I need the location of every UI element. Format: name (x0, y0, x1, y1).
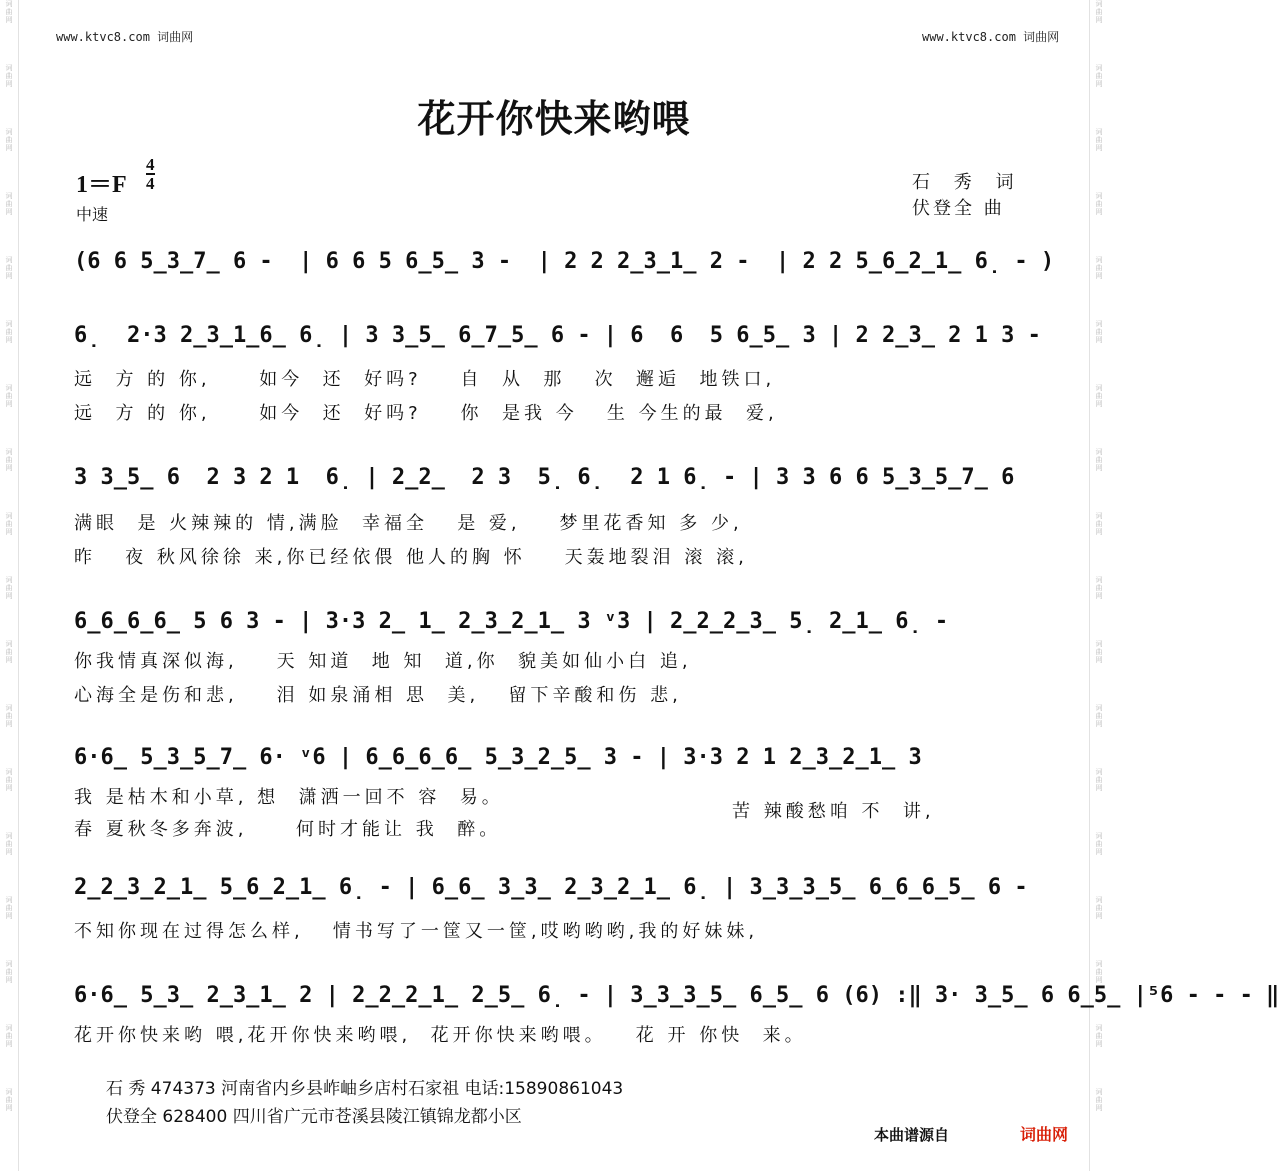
lyric-row-4b: 春 夏秋冬多奔波, 何时才能让 我 醉。 (74, 819, 502, 840)
watermark-glyph: 网 (1095, 656, 1103, 664)
watermark-gap (1094, 216, 1104, 256)
lyric-row-2a: 满眼 是 火辣辣的 情,满脸 幸福全 是 爱, 梦里花香知 多 少, (74, 513, 743, 534)
watermark-glyph: 曲 (5, 648, 13, 656)
watermark-glyph: 曲 (1095, 8, 1103, 16)
watermark-gap (4, 984, 14, 1024)
lyric-row-6: 花开你快来哟 喂,花开你快来哟喂, 花开你快来哟喂。 花 开 你快 来。 (74, 1025, 807, 1046)
watermark-glyph: 词 (1095, 512, 1103, 520)
watermark-glyph: 词 (5, 704, 13, 712)
watermark-glyph: 词 (5, 64, 13, 72)
notation-row-7 (74, 978, 1279, 1014)
watermark-glyph: 词 (5, 640, 13, 648)
watermark-glyph: 曲 (1095, 264, 1103, 272)
watermark-glyph: 曲 (5, 264, 13, 272)
watermark-glyph: 网 (1095, 208, 1103, 216)
watermark-gap (4, 856, 14, 896)
meter-bottom: 4 (146, 174, 155, 193)
lyricist-credit: 石 秀 词 (912, 172, 1023, 193)
watermark-glyph: 网 (5, 464, 13, 472)
watermark-gap (4, 216, 14, 256)
watermark-gap (1094, 152, 1104, 192)
watermark-glyph: 网 (1095, 16, 1103, 24)
notation-text: (6 6 5̲3̲7̲ 6 - | 6 6 5 6̲5̲ 3 - | 2 2 2̲3̲1̲ 2 - | 2 2 5̲6̲2̲1̲ 6̣ - ) (74, 249, 1055, 274)
watermark-glyph: 曲 (1095, 1032, 1103, 1040)
key-signature: 1＝F (76, 172, 127, 198)
watermark-glyph: 词 (5, 1024, 13, 1032)
notation-text: 6̣ 2·3 2̲3̲1̲6̲ 6̣ | 3 3̲5̲ 6̲7̲5̲ 6 - | 6 6 5 6̲5̲ 3 | 2 2̲3̲ 2 1 3 - (74, 323, 1041, 348)
watermark-glyph: 网 (5, 592, 13, 600)
watermark-gap (4, 920, 14, 960)
watermark-glyph: 网 (5, 720, 13, 728)
notation-text: 3 3̲5̲ 6 2 3 2 1 6̣ | 2̲2̲ 2 3 5̣ 6̣ 2 1 6̣ - | 3 3 6 6 5̲3̲5̲7̲ 6 (74, 465, 1015, 490)
source-note: 本曲谱源自 (874, 1126, 950, 1144)
watermark-glyph: 曲 (1095, 648, 1103, 656)
watermark-glyph: 曲 (5, 968, 13, 976)
watermark-glyph: 曲 (5, 712, 13, 720)
watermark-glyph: 词 (5, 384, 13, 392)
watermark-glyph: 网 (5, 912, 13, 920)
watermark-glyph: 词 (5, 960, 13, 968)
watermark-gap (1094, 280, 1104, 320)
footer-line-composer: 伏登全 628400 四川省广元市苍溪县陵江镇锦龙都小区 (106, 1107, 522, 1127)
watermark-glyph: 曲 (5, 776, 13, 784)
watermark-glyph: 网 (5, 144, 13, 152)
notation-row-5 (74, 740, 1034, 776)
lyric-row-4a: 我 是枯木和小草, 想 潇洒一回不 容 易。 (74, 787, 504, 808)
lyric-row-3b: 心海全是伤和悲, 泪 如泉涌相 思 美, 留下辛酸和伤 悲, (74, 685, 682, 706)
notation-text: 6·6̲ 5̲3̲5̲7̲ 6· ᵛ6 | 6̲6̲6̲6̲ 5̲3̲2̲5̲ 3 - | 3·3 2 1 2̲3̲2̲1̲ 3 (74, 745, 922, 770)
watermark-glyph: 曲 (1095, 456, 1103, 464)
notation-text: 2̲2̲3̲2̲1̲ 5̲6̲2̲1̲ 6̣ - | 6̲6̲ 3̲3̲ 2̲3̲2̲1̲ 6̣ | 3̲3̲3̲5̲ 6̲6̲6̲5̲ 6 - (74, 875, 1028, 900)
watermark-glyph: 网 (1095, 720, 1103, 728)
watermark-glyph: 词 (5, 448, 13, 456)
watermark-glyph: 网 (5, 272, 13, 280)
watermark-glyph: 曲 (5, 392, 13, 400)
watermark-glyph: 曲 (1095, 136, 1103, 144)
brand-logo[interactable]: 词曲网 (1020, 1125, 1069, 1144)
watermark-gap (1094, 792, 1104, 832)
watermark-glyph: 词 (1095, 128, 1103, 136)
watermark-glyph: 曲 (1095, 392, 1103, 400)
site-link-left[interactable]: www.ktvc8.com 词曲网 (56, 30, 194, 44)
song-title: 花开你快来哟喂 (417, 96, 691, 141)
lyric-row-1b: 远 方 的 你, 如今 还 好吗? 你 是我 今 生 今生的最 爱, (74, 403, 778, 424)
watermark-glyph: 词 (5, 0, 13, 8)
watermark-glyph: 网 (5, 16, 13, 24)
watermark-gap (1094, 920, 1104, 960)
watermark-gap (1094, 536, 1104, 576)
side-lyric: 苦 辣酸愁咱 不 讲, (732, 801, 935, 822)
watermark-glyph: 词 (1095, 640, 1103, 648)
watermark-glyph: 网 (5, 1040, 13, 1048)
watermark-gap (1094, 856, 1104, 896)
watermark-gap (1094, 1112, 1104, 1152)
watermark-gap (4, 408, 14, 448)
watermark-glyph: 词 (1095, 0, 1103, 8)
watermark-gap (4, 1112, 14, 1152)
watermark-gap (4, 280, 14, 320)
watermark-glyph: 网 (1095, 464, 1103, 472)
watermark-glyph: 曲 (1095, 776, 1103, 784)
watermark-glyph: 词 (1095, 192, 1103, 200)
watermark-glyph: 曲 (1095, 840, 1103, 848)
time-signature (146, 156, 155, 192)
watermark-glyph: 网 (1095, 144, 1103, 152)
lyric-row-3a: 你我情真深似海, 天 知道 地 知 道,你 貌美如仙小白 追, (74, 651, 692, 672)
watermark-glyph: 曲 (1095, 72, 1103, 80)
watermark-glyph: 词 (5, 256, 13, 264)
watermark-glyph: 词 (5, 768, 13, 776)
watermark-glyph: 曲 (1095, 1096, 1103, 1104)
watermark-glyph: 网 (5, 336, 13, 344)
watermark-glyph: 网 (5, 1104, 13, 1112)
notation-row-2 (74, 318, 1041, 354)
watermark-glyph: 词 (5, 320, 13, 328)
watermark-glyph: 网 (1095, 784, 1103, 792)
meter-top: 4 (146, 155, 155, 174)
watermark-glyph: 网 (1095, 976, 1103, 984)
composer-credit: 伏登全 曲 (912, 198, 1005, 219)
watermark-glyph: 词 (5, 192, 13, 200)
watermark-glyph: 曲 (1095, 712, 1103, 720)
watermark-glyph: 网 (5, 784, 13, 792)
watermark-glyph: 词 (1095, 576, 1103, 584)
watermark-glyph: 曲 (5, 1032, 13, 1040)
lyric-row-2b: 昨 夜 秋风徐徐 来,你已经依偎 他人的胸 怀 天轰地裂泪 滚 滚, (74, 547, 748, 568)
notation-text: 6·6̲ 5̲3̲ 2̲3̲1̲ 2 | 2̲2̲2̲1̲ 2̲5̲ 6̣ - | 3̲3̲3̲5̲ 6̲5̲ 6 (6) :‖ 3· 3̲5̲ 6 6̲5̲ |⁵6 - - - ‖ (74, 983, 1279, 1008)
watermark-glyph: 曲 (1095, 328, 1103, 336)
watermark-gap (4, 536, 14, 576)
tempo-marking: 中速 (76, 205, 109, 224)
watermark-glyph: 曲 (5, 584, 13, 592)
watermark-glyph: 词 (1095, 256, 1103, 264)
watermark-glyph: 曲 (5, 840, 13, 848)
watermark-glyph: 网 (1095, 912, 1103, 920)
watermark-glyph: 曲 (5, 1096, 13, 1104)
watermark-glyph: 词 (1095, 1088, 1103, 1096)
watermark-glyph: 词 (5, 1088, 13, 1096)
watermark-gap (1094, 664, 1104, 704)
lyric-row-5: 不知你现在过得怎么样, 情书写了一筐又一筐,哎哟哟哟,我的好妹妹, (74, 921, 759, 942)
watermark-glyph: 网 (1095, 1040, 1103, 1048)
watermark-glyph: 网 (1095, 272, 1103, 280)
left-watermark-strip (0, 0, 19, 1171)
watermark-glyph: 曲 (1095, 968, 1103, 976)
watermark-gap (4, 664, 14, 704)
watermark-glyph: 网 (5, 656, 13, 664)
watermark-glyph: 网 (1095, 848, 1103, 856)
watermark-glyph: 词 (5, 832, 13, 840)
watermark-gap (1094, 24, 1104, 64)
watermark-glyph: 曲 (5, 328, 13, 336)
watermark-gap (1094, 408, 1104, 448)
watermark-gap (4, 152, 14, 192)
notation-row-3 (74, 460, 1034, 496)
watermark-glyph: 网 (5, 400, 13, 408)
watermark-gap (1094, 472, 1104, 512)
watermark-glyph: 网 (5, 848, 13, 856)
watermark-glyph: 曲 (1095, 904, 1103, 912)
notation-row-4 (74, 604, 1034, 640)
watermark-glyph: 曲 (1095, 584, 1103, 592)
watermark-glyph: 词 (1095, 832, 1103, 840)
watermark-glyph: 词 (1095, 1024, 1103, 1032)
watermark-gap (1094, 728, 1104, 768)
watermark-glyph: 词 (5, 128, 13, 136)
watermark-glyph: 曲 (5, 136, 13, 144)
watermark-glyph: 词 (5, 896, 13, 904)
watermark-gap (4, 1048, 14, 1088)
watermark-glyph: 词 (1095, 448, 1103, 456)
watermark-glyph: 网 (5, 528, 13, 536)
watermark-gap (4, 344, 14, 384)
watermark-glyph: 词 (1095, 320, 1103, 328)
watermark-glyph: 网 (1095, 80, 1103, 88)
watermark-glyph: 曲 (5, 456, 13, 464)
watermark-glyph: 网 (1095, 528, 1103, 536)
lyric-row-1a: 远 方 的 你, 如今 还 好吗? 自 从 那 次 邂逅 地铁口, (74, 369, 776, 390)
watermark-glyph: 词 (1095, 384, 1103, 392)
watermark-glyph: 词 (1095, 768, 1103, 776)
watermark-glyph: 曲 (5, 520, 13, 528)
watermark-gap (4, 792, 14, 832)
watermark-glyph: 网 (5, 976, 13, 984)
watermark-glyph: 曲 (5, 200, 13, 208)
notation-text: 6̲6̲6̲6̲ 5 6 3 - | 3·3 2̲ 1̲ 2̲3̲2̲1̲ 3 ᵛ3 | 2̲2̲2̲3̲ 5̣ 2̲1̲ 6̣ - (74, 609, 949, 634)
watermark-gap (4, 472, 14, 512)
watermark-glyph: 网 (1095, 400, 1103, 408)
watermark-glyph: 曲 (1095, 520, 1103, 528)
watermark-gap (1094, 344, 1104, 384)
watermark-gap (1094, 1048, 1104, 1088)
notation-row-1 (74, 244, 1055, 280)
watermark-gap (4, 728, 14, 768)
watermark-glyph: 词 (1095, 704, 1103, 712)
watermark-gap (1094, 600, 1104, 640)
watermark-glyph: 曲 (5, 8, 13, 16)
watermark-glyph: 曲 (1095, 200, 1103, 208)
watermark-glyph: 网 (5, 208, 13, 216)
footer-line-lyricist: 石 秀 474373 河南省内乡县岞岫乡店村石家祖 电话:15890861043 (106, 1079, 624, 1099)
watermark-glyph: 词 (1095, 896, 1103, 904)
notation-row-6 (74, 870, 1034, 906)
site-link-right[interactable]: www.ktvc8.com 词曲网 (922, 30, 1060, 44)
watermark-glyph: 曲 (5, 72, 13, 80)
watermark-glyph: 词 (1095, 960, 1103, 968)
watermark-glyph: 网 (5, 80, 13, 88)
watermark-glyph: 网 (1095, 592, 1103, 600)
watermark-glyph: 网 (1095, 336, 1103, 344)
watermark-glyph: 曲 (5, 904, 13, 912)
watermark-glyph: 词 (5, 512, 13, 520)
watermark-glyph: 词 (5, 576, 13, 584)
watermark-gap (4, 600, 14, 640)
watermark-gap (4, 24, 14, 64)
watermark-glyph: 网 (1095, 1104, 1103, 1112)
watermark-glyph: 词 (1095, 64, 1103, 72)
